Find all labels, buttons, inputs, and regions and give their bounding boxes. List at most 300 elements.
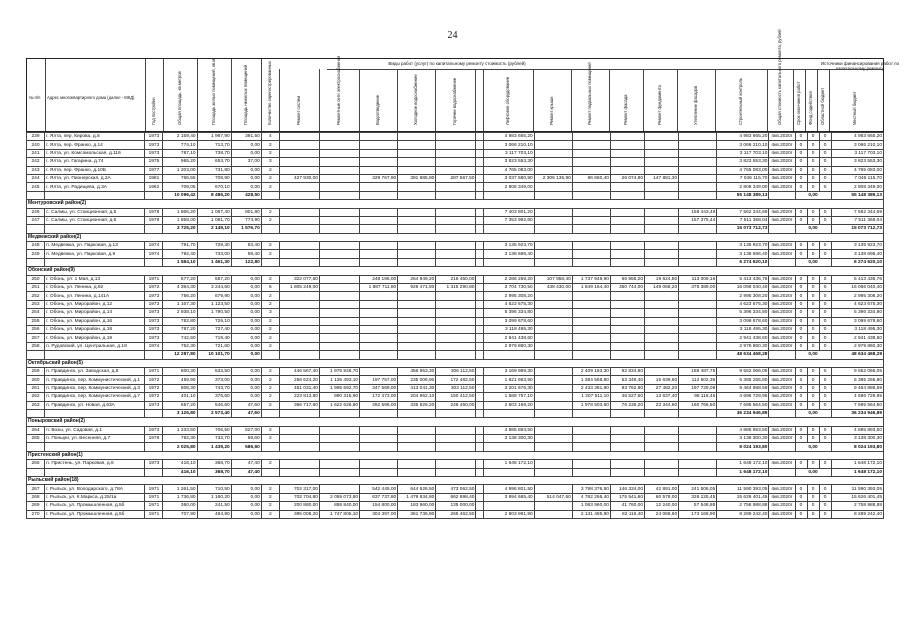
table-cell: 41 760,00 [610,502,644,510]
table-cell: 2 [261,208,279,216]
district-row [27,477,884,485]
table-cell: 2 758 988,88 [717,502,769,510]
table-cell: 0 [819,242,831,250]
table-cell: 670,10 [197,183,231,191]
table-cell: 2 149,10 [197,225,231,233]
table-cell [261,225,279,233]
table-cell [279,225,319,233]
table-cell: 5 413 436,76 [717,275,769,283]
table-cell: 241 506,05 [679,485,717,493]
table-cell [610,208,644,216]
header-column-divider [643,69,644,131]
table-cell: 12 240,00 [645,502,679,510]
table-cell: 2 [261,300,279,308]
table-cell: 3 066 210,10 [717,141,769,149]
table-cell: 270 [27,510,45,518]
table-cell: 0 [807,435,819,443]
table-cell: 1 648 172,10 [484,460,534,468]
table-cell [45,225,145,233]
table-cell: 2 [261,275,279,283]
table-cell: 1973 [145,133,163,141]
table-cell: 3 201 676,30 [484,384,534,392]
table-cell: 1 461,30 [197,258,231,266]
table-cell: 55 148 389,13 [717,191,769,199]
table-cell [360,334,398,342]
table-cell: 1 315 290,80 [436,284,476,292]
table-cell: г. Обонь, ул. 1 Мая, д.13 [45,275,145,283]
table-cell [679,166,717,174]
table-cell: 0 [819,393,831,401]
table-cell [679,225,717,233]
table-cell [572,351,610,359]
table-cell [572,158,610,166]
table-cell: 0 [807,300,819,308]
table-cell [436,242,476,250]
table-cell: 787,20 [163,325,197,333]
table-cell [398,426,436,434]
table-cell: 375 389,00 [679,284,717,292]
table-cell [476,191,484,199]
table-row [27,183,884,191]
table-cell: 702 317,00 [279,485,319,493]
table-cell [534,367,572,375]
table-cell: 3 135 923,70 [831,242,883,250]
table-cell [610,443,644,451]
table-cell: 239 [27,133,45,141]
table-cell [360,367,398,375]
table-cell: 6 [261,284,279,292]
table-cell: 1 648 172,10 [717,468,769,476]
table-cell: 26 074,80 [610,174,644,182]
table-cell: 2 938,10 [163,309,197,317]
table-cell: 3 066 210,10 [484,141,534,149]
table-cell: 0,00 [795,258,831,266]
table-cell: 0,00 [231,485,261,493]
table-cell: г. Ялта, ул. Радищева, д.3А [45,183,145,191]
table-cell [769,258,795,266]
table-cell [436,468,476,476]
table-cell [610,460,644,468]
table-cell [360,460,398,468]
table-cell [398,351,436,359]
table-cell [279,460,319,468]
table-cell: 3 099 678,60 [717,317,769,325]
table-cell [534,376,572,384]
table-cell: 0,00 [231,292,261,300]
table-cell: 48 634 468,28 [831,351,883,359]
table-cell: 0 [807,510,819,518]
table-cell [572,208,610,216]
table-cell: 464,90 [197,510,231,518]
table-cell [645,409,679,417]
table-cell: 8 486,20 [197,191,231,199]
table-cell: 146 334,00 [610,485,644,493]
table-cell [319,292,359,300]
header-column-label: Строительный контроль [738,77,743,125]
table-cell: 0 [795,292,807,300]
table-cell [398,242,436,250]
table-cell [45,258,145,266]
table-cell: 3 117 703,10 [831,149,883,157]
table-cell: 261 [27,384,45,392]
table-cell: 3 117 703,10 [484,149,534,157]
table-cell [436,409,476,417]
table-cell [436,141,476,149]
table-cell: 2 941 438,60 [717,334,769,342]
table-cell: 16 098 040,40 [717,284,769,292]
table-cell [436,183,476,191]
table-cell [534,401,572,409]
table-cell: 4кв.2020г [769,309,795,317]
table-cell [398,250,436,258]
table-cell [534,502,572,510]
table-cell: 3 118 495,30 [717,325,769,333]
table-cell: 3 037 680,90 [484,174,534,182]
table-cell: 0,00 [231,393,261,401]
table-cell [679,292,717,300]
table-cell [572,191,610,199]
table-cell [436,133,476,141]
table-cell: п. Правдинск, ул. Заводская, д.8 [45,367,145,375]
table-cell: 0 [819,284,831,292]
table-cell: 260 [27,376,45,384]
table-cell: 0,00 [231,275,261,283]
table-cell: 0 [807,367,819,375]
table-cell [610,342,644,350]
table-cell: 1972 [145,393,163,401]
table-cell [27,468,45,476]
district-row [27,233,884,241]
table-cell: 0 [807,309,819,317]
header-column-divider [45,59,46,131]
table-cell [769,468,795,476]
table-cell [279,208,319,216]
table-cell [645,342,679,350]
table-cell: 4 765 083,00 [717,166,769,174]
table-cell [145,191,163,199]
table-cell: 59,40 [231,250,261,258]
table-cell: 2 979 860,30 [717,342,769,350]
table-cell [645,292,679,300]
table-cell [484,443,534,451]
table-cell [436,342,476,350]
table-cell: 7 403 801,20 [484,208,534,216]
table-cell [679,133,717,141]
table-cell [145,225,163,233]
table-cell [279,409,319,417]
table-cell: г. Ялта, ул. Гагарина, д.74 [45,158,145,166]
table-cell: 160 766,50 [679,401,717,409]
table-cell [261,443,279,451]
table-cell [319,191,359,199]
table-cell: 157 375,44 [679,216,717,224]
table-cell [645,158,679,166]
table-cell [279,133,319,141]
table-cell [645,133,679,141]
table-cell: 2 [261,183,279,191]
table-cell: 254 [27,309,45,317]
header-column-divider [483,69,484,131]
table-cell: 2 [261,485,279,493]
table-cell: 368,70 [197,460,231,468]
header-column-label: Адрес многоквартирного дома (далее - МКД) [47,95,135,100]
table-cell: 1 622 626,80 [319,401,359,409]
table-cell: 113 009,16 [679,275,717,283]
table-row [27,384,884,392]
table-cell [476,166,484,174]
table-cell: 1 648 172,10 [831,468,883,476]
district-row [27,418,884,426]
table-cell: 3 704 730,50 [484,284,534,292]
table-cell [769,443,795,451]
table-cell: 368,70 [197,468,231,476]
table-cell [645,191,679,199]
table-cell: 2 995 308,20 [831,292,883,300]
table-cell [261,351,279,359]
table-cell: 0 [795,183,807,191]
table-cell: 965,20 [163,158,197,166]
table-cell: 257 [27,334,45,342]
table-cell: 4 782 266,40 [572,493,610,501]
table-cell [319,468,359,476]
table-cell [679,250,717,258]
table-cell: 4 394,30 [163,284,197,292]
table-cell: 542 445,00 [360,485,398,493]
table-cell [610,351,644,359]
table-cell: 0 [807,250,819,258]
table-cell [645,426,679,434]
table-cell [645,468,679,476]
table-row [27,284,884,292]
table-cell [534,468,572,476]
table-cell: 0 [807,133,819,141]
table-cell: 269 [27,502,45,510]
table-cell: 726,10 [197,317,231,325]
table-cell: 0 [807,141,819,149]
header-column-label: Областной бюджет [820,87,825,125]
table-cell [279,216,319,224]
table-cell [360,292,398,300]
table-cell [645,325,679,333]
table-cell [360,468,398,476]
table-cell: 4кв.2020г [769,284,795,292]
table-cell: 0 [795,174,807,182]
table-cell [360,309,398,317]
table-cell: 4кв.2020г [769,435,795,443]
table-cell: 1 648 172,10 [717,460,769,468]
table-cell: г. Обонь, ул. Мирорайон, д.16 [45,317,145,325]
table-cell: 0 [807,342,819,350]
table-cell: 4кв.2020г [769,493,795,501]
table-cell: г. Ялта, пер. Франко, д.14 [45,141,145,149]
table-cell [534,250,572,258]
table-cell: 2 941 438,60 [484,334,534,342]
table-cell: 0,00 [795,351,831,359]
table-cell [572,342,610,350]
table-cell [572,309,610,317]
table-row [27,485,884,493]
table-cell: 4кв.2020г [769,325,795,333]
header-column-label: Ремонт фасада [623,94,628,125]
table-cell [610,334,644,342]
table-cell [534,191,572,199]
table-cell: 1 887 711,80 [360,284,398,292]
table-cell: 728,30 [197,242,231,250]
table-cell: 0 [807,401,819,409]
table-cell: 2 [261,510,279,518]
header-column-divider [261,59,262,131]
header-column-label: Общая площадь, кв.метров [177,71,182,125]
table-cell: 9 552 066,05 [831,367,883,375]
table-cell: 200 880,00 [279,502,319,510]
subtotal-row [27,443,884,451]
table-cell: Медвежский район(2) [27,233,884,241]
table-cell: 0 [795,166,807,174]
table-cell [679,317,717,325]
table-cell [610,158,644,166]
table-cell: 15 073 712,73 [717,225,769,233]
table-cell: 1 439,20 [197,443,231,451]
table-cell [279,435,319,443]
table-cell [769,191,795,199]
table-cell [572,443,610,451]
table-cell: 2 131 485,90 [572,510,610,518]
table-cell: 86 660,40 [572,174,610,182]
table-cell [645,435,679,443]
table-row [27,300,884,308]
table-cell: 0 [795,208,807,216]
table-cell: 4 623 675,30 [717,300,769,308]
header-column-label: Горячее водоснабжение [452,77,457,125]
table-cell [27,258,45,266]
table-cell [572,426,610,434]
table-cell: 361 736,90 [398,510,436,518]
table-cell [645,443,679,451]
table-cell: 0,00 [231,141,261,149]
table-cell: 267 [27,485,45,493]
table-cell: 8 289 242,40 [717,510,769,518]
table-cell: 15 073 712,73 [831,225,883,233]
table-cell: 4кв.2020г [769,384,795,392]
table-cell [360,166,398,174]
table-cell: 4 696 729,95 [717,393,769,401]
table-cell: 0,00 [795,468,831,476]
table-cell [360,325,398,333]
table-cell: 0 [819,183,831,191]
table-cell: 1962 [145,183,163,191]
table-cell: 37,00 [231,158,261,166]
table-cell [436,250,476,258]
table-cell [398,216,436,224]
table-cell: г. Обонь, ул. Мирорайон, д.12 [45,300,145,308]
table-cell [679,174,717,182]
table-cell [45,191,145,199]
table-cell: 637 737,80 [360,493,398,501]
table-cell [610,141,644,149]
table-cell [645,208,679,216]
header-column-label: Ремонт фундамента [657,85,662,125]
table-cell: 1 203,00 [163,166,197,174]
table-cell: 1 233,50 [163,426,197,434]
table-cell: 4 623 675,30 [484,300,534,308]
table-cell: 708,90 [197,174,231,182]
table-cell: 0,00 [231,342,261,350]
table-cell: 59,60 [231,435,261,443]
table-cell: 0 [819,216,831,224]
table-cell: 0 [795,485,807,493]
table-cell [679,158,717,166]
table-cell: 4кв.2020г [769,216,795,224]
table-cell: 241 [27,149,45,157]
table-cell [279,191,319,199]
table-cell: п. Правдинск, пер. Коммунистический, д.3 [45,384,145,392]
table-cell: 4 765 083,00 [484,166,534,174]
table-cell [610,242,644,250]
table-cell [534,216,572,224]
table-row [27,309,884,317]
table-cell [261,409,279,417]
table-cell [572,141,610,149]
table-cell [572,409,610,417]
table-cell: 514 047,60 [534,493,572,501]
table-cell: 1973 [145,292,163,300]
table-cell: 0,00 [231,309,261,317]
table-cell [679,325,717,333]
table-cell: 216 450,00 [436,275,476,283]
table-cell: 0,00 [231,376,261,384]
table-row [27,460,884,468]
table-cell: 0 [819,250,831,258]
table-cell: 0 [795,426,807,434]
table-cell: 0 [795,309,807,317]
table-cell: 1 160,20 [197,493,231,501]
table-cell: 3 244,60 [197,284,231,292]
table-cell: 1 135 493,10 [319,376,359,384]
table-cell: 0 [819,325,831,333]
table-cell: 2 808 349,00 [717,183,769,191]
table-cell [476,149,484,157]
table-cell: 158 443,49 [679,208,717,216]
header-column-label: Год постройки [151,97,156,125]
table-cell: 451 031,40 [279,384,319,392]
table-cell: 0 [795,376,807,384]
table-row [27,208,884,216]
table-cell: 1972 [145,384,163,392]
table-cell: 2 [261,502,279,510]
table-cell: 1973 [145,309,163,317]
table-cell: 5 396 334,80 [831,309,883,317]
table-cell: 2 758 988,88 [831,502,883,510]
table-cell: 0 [795,393,807,401]
table-cell: 46 527,60 [610,393,644,401]
table-cell [476,183,484,191]
table-cell: 2 409 183,30 [572,367,610,375]
table-cell: 1 479 834,80 [398,493,436,501]
table-cell: 416,10 [163,468,197,476]
table-cell [534,384,572,392]
table-cell [398,309,436,317]
table-cell: 9 464 888,59 [831,384,883,392]
table-cell: 93 762,80 [610,384,644,392]
subtotal-row [27,468,884,476]
table-cell [360,191,398,199]
table-cell: 0 [807,502,819,510]
header-column-divider [279,69,280,131]
table-cell: 766,55 [163,174,197,182]
table-cell [476,133,484,141]
table-cell: 2 [261,435,279,443]
table-cell: г. Ялта, пер. Франко, д.10Б [45,166,145,174]
